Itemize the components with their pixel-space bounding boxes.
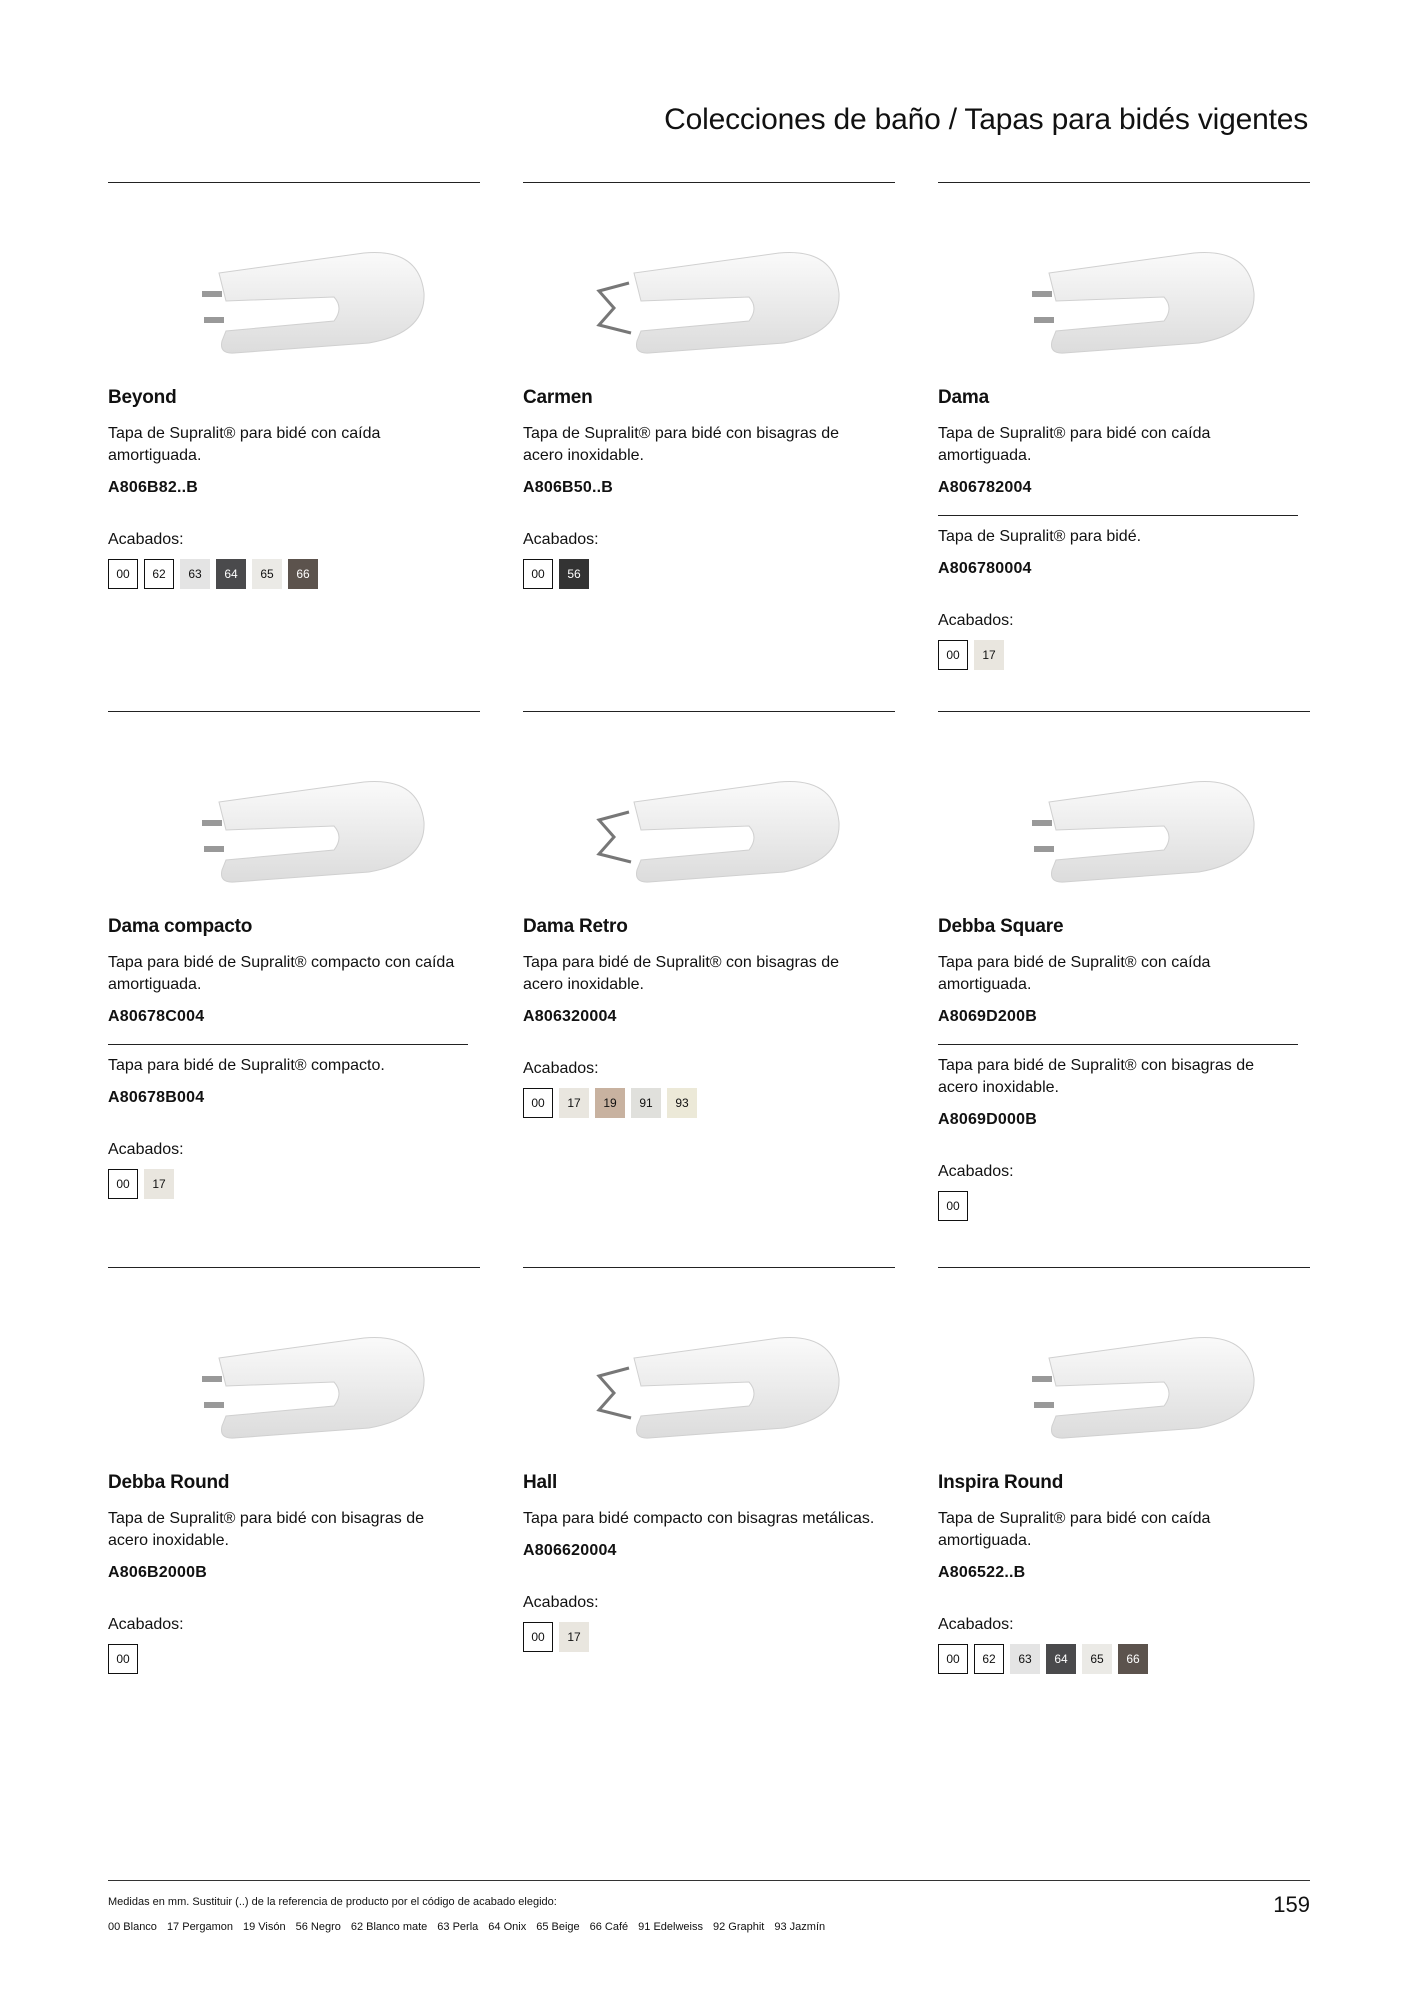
product-variant: [938, 1044, 1298, 1129]
bidet-seat-image: [523, 203, 895, 373]
product-divider: [938, 182, 1310, 183]
product-variant: [938, 515, 1298, 578]
finish-swatch: 17: [974, 640, 1004, 670]
finish-legend-item: 19 Visón: [242, 1921, 286, 1933]
bidet-seat-image: [523, 1288, 895, 1458]
product-card: [108, 182, 480, 589]
product-code: A806B50..B: [523, 479, 614, 496]
product-name: Dama compacto: [108, 916, 253, 937]
finish-swatch: 17: [559, 1622, 589, 1652]
finish-legend-item: 65 Beige: [536, 1921, 580, 1933]
product-variant: [523, 1508, 895, 1560]
finish-swatch: 66: [1118, 1644, 1148, 1674]
finish-swatch: 00: [523, 1088, 553, 1118]
product-code: A806B2000B: [108, 1564, 207, 1581]
product-description: Tapa para bidé de Supralit® compacto con caída amortiguada.: [108, 954, 455, 993]
bidet-seat-image: [938, 1288, 1310, 1458]
product-divider: [523, 711, 895, 712]
finish-swatch: 64: [216, 559, 246, 589]
bidet-seat-image: [938, 203, 1310, 373]
finish-swatch: 62: [144, 559, 174, 589]
product-description: Tapa para bidé de Supralit® con caída amortiguada.: [938, 954, 1211, 993]
product-variant: [523, 423, 895, 497]
finish-legend-item: 64 Onix: [488, 1921, 527, 1933]
finish-legend-item: 63 Perla: [437, 1921, 479, 1933]
finish-legend-item: 62 Blanco mate: [350, 1921, 428, 1933]
product-description: Tapa de Supralit® para bidé con bisagras de acero inoxidable.: [108, 1510, 424, 1549]
product-name: Inspira Round: [938, 1472, 1064, 1493]
product-code: A806B82..B: [108, 479, 199, 496]
finish-swatch: 66: [288, 559, 318, 589]
product-name: Beyond: [108, 387, 177, 408]
finishes-label: Acabados:: [523, 1060, 599, 1077]
finish-legend-item: 66 Café: [589, 1921, 629, 1933]
product-description: Tapa de Supralit® para bidé con bisagras de acero inoxidable.: [523, 425, 839, 464]
product-card: [938, 182, 1310, 670]
product-divider: [108, 1267, 480, 1268]
finish-swatch: 00: [108, 559, 138, 589]
product-divider: [938, 1267, 1310, 1268]
product-name: Hall: [523, 1472, 558, 1493]
finishes-label: Acabados:: [108, 1141, 184, 1158]
product-code: A80678B004: [108, 1089, 205, 1106]
finish-swatch: 00: [523, 559, 553, 589]
product-card: [938, 711, 1310, 1221]
product-code: A806522..B: [938, 1564, 1026, 1581]
product-card: [938, 1267, 1310, 1674]
product-description: Tapa para bidé de Supralit® con bisagras de acero inoxidable.: [938, 1057, 1254, 1096]
product-code: A806782004: [938, 479, 1032, 496]
product-card: [523, 1267, 895, 1652]
finish-swatch: 17: [144, 1169, 174, 1199]
product-description: Tapa de Supralit® para bidé con caída amortiguada.: [108, 425, 381, 464]
product-divider: [523, 1267, 895, 1268]
finish-swatches: [938, 1644, 1310, 1674]
product-code: A8069D000B: [938, 1111, 1037, 1128]
finish-swatch: 62: [974, 1644, 1004, 1674]
product-code: A8069D200B: [938, 1008, 1037, 1025]
product-name: Dama: [938, 387, 989, 408]
product-description: Tapa de Supralit® para bidé.: [938, 528, 1142, 545]
finish-swatch: 19: [595, 1088, 625, 1118]
bidet-seat-image: [523, 732, 895, 902]
product-name: Dama Retro: [523, 916, 628, 937]
product-divider: [108, 182, 480, 183]
finishes-label: Acabados:: [938, 1616, 1014, 1633]
product-divider: [108, 711, 480, 712]
finish-legend-item: 92 Graphit: [713, 1921, 765, 1933]
finish-swatch: 63: [1010, 1644, 1040, 1674]
finish-swatches: [108, 1644, 480, 1674]
finishes-label: Acabados:: [938, 612, 1014, 629]
finish-swatch: 93: [667, 1088, 697, 1118]
finish-swatches: [108, 1169, 480, 1199]
finish-swatches: [523, 1088, 895, 1118]
bidet-seat-image: [108, 732, 480, 902]
product-code: A806780004: [938, 560, 1032, 577]
product-description: Tapa de Supralit® para bidé con caída amortiguada.: [938, 425, 1211, 464]
bidet-seat-image: [108, 203, 480, 373]
product-variant: [938, 952, 1310, 1026]
finishes-label: Acabados:: [108, 1616, 184, 1633]
finish-swatches: [523, 559, 895, 589]
finish-swatches: [938, 640, 1310, 670]
finish-swatch: 00: [938, 1644, 968, 1674]
finish-legend-item: 56 Negro: [295, 1921, 341, 1933]
finishes-label: Acabados:: [523, 1594, 599, 1611]
product-name: Debba Round: [108, 1472, 230, 1493]
finish-swatch: 17: [559, 1088, 589, 1118]
product-code: A806620004: [523, 1542, 617, 1559]
product-divider: [938, 711, 1310, 712]
finish-legend-item: 93 Jazmín: [774, 1921, 826, 1933]
finish-legend-item: 91 Edelweiss: [638, 1921, 703, 1933]
finishes-label: Acabados:: [108, 531, 184, 548]
product-code: A806320004: [523, 1008, 617, 1025]
product-name: Carmen: [523, 387, 593, 408]
product-description: Tapa para bidé de Supralit® compacto.: [108, 1057, 385, 1074]
finish-legend: [108, 1921, 825, 1933]
finish-swatches: [523, 1622, 895, 1652]
product-variant: [938, 1508, 1310, 1582]
finish-swatch: 65: [1082, 1644, 1112, 1674]
finish-swatch: 56: [559, 559, 589, 589]
product-card: [523, 182, 895, 589]
finish-swatch: 00: [108, 1169, 138, 1199]
product-card: [108, 1267, 480, 1674]
product-variant: [938, 423, 1310, 497]
finish-legend-item: 00 Blanco: [108, 1921, 157, 1933]
product-variant: [523, 952, 895, 1026]
finish-swatch: 00: [938, 1191, 968, 1221]
finishes-label: Acabados:: [523, 531, 599, 548]
product-divider: [523, 182, 895, 183]
finish-swatches: [938, 1191, 1310, 1221]
finish-swatches: [108, 559, 480, 589]
finish-legend-item: 17 Pergamon: [166, 1921, 233, 1933]
product-description: Tapa para bidé compacto con bisagras metálicas.: [523, 1510, 875, 1527]
product-card: [523, 711, 895, 1118]
footer-divider: [108, 1880, 1310, 1881]
finish-swatch: 64: [1046, 1644, 1076, 1674]
product-code: A80678C004: [108, 1008, 205, 1025]
page-title: Colecciones de baño / Tapas para bidés vigentes: [664, 103, 1308, 136]
finish-swatch: 00: [523, 1622, 553, 1652]
finish-swatch: 00: [108, 1644, 138, 1674]
finishes-label: Acabados:: [938, 1163, 1014, 1180]
finish-swatch: 63: [180, 559, 210, 589]
product-card: [108, 711, 480, 1199]
product-name: Debba Square: [938, 916, 1064, 937]
finish-swatch: 00: [938, 640, 968, 670]
product-description: Tapa de Supralit® para bidé con caída amortiguada.: [938, 1510, 1211, 1549]
product-variant: [108, 952, 480, 1026]
product-variant: [108, 1044, 468, 1107]
bidet-seat-image: [108, 1288, 480, 1458]
page-number: 159: [1273, 1892, 1310, 1917]
product-variant: [108, 1508, 480, 1582]
bidet-seat-image: [938, 732, 1310, 902]
product-description: Tapa para bidé de Supralit® con bisagras de acero inoxidable.: [523, 954, 839, 993]
finish-swatch: 91: [631, 1088, 661, 1118]
footer-note: Medidas en mm. Sustituir (..) de la referencia de producto por el código de acabado elegido:: [108, 1896, 557, 1908]
finish-swatch: 65: [252, 559, 282, 589]
product-variant: [108, 423, 480, 497]
